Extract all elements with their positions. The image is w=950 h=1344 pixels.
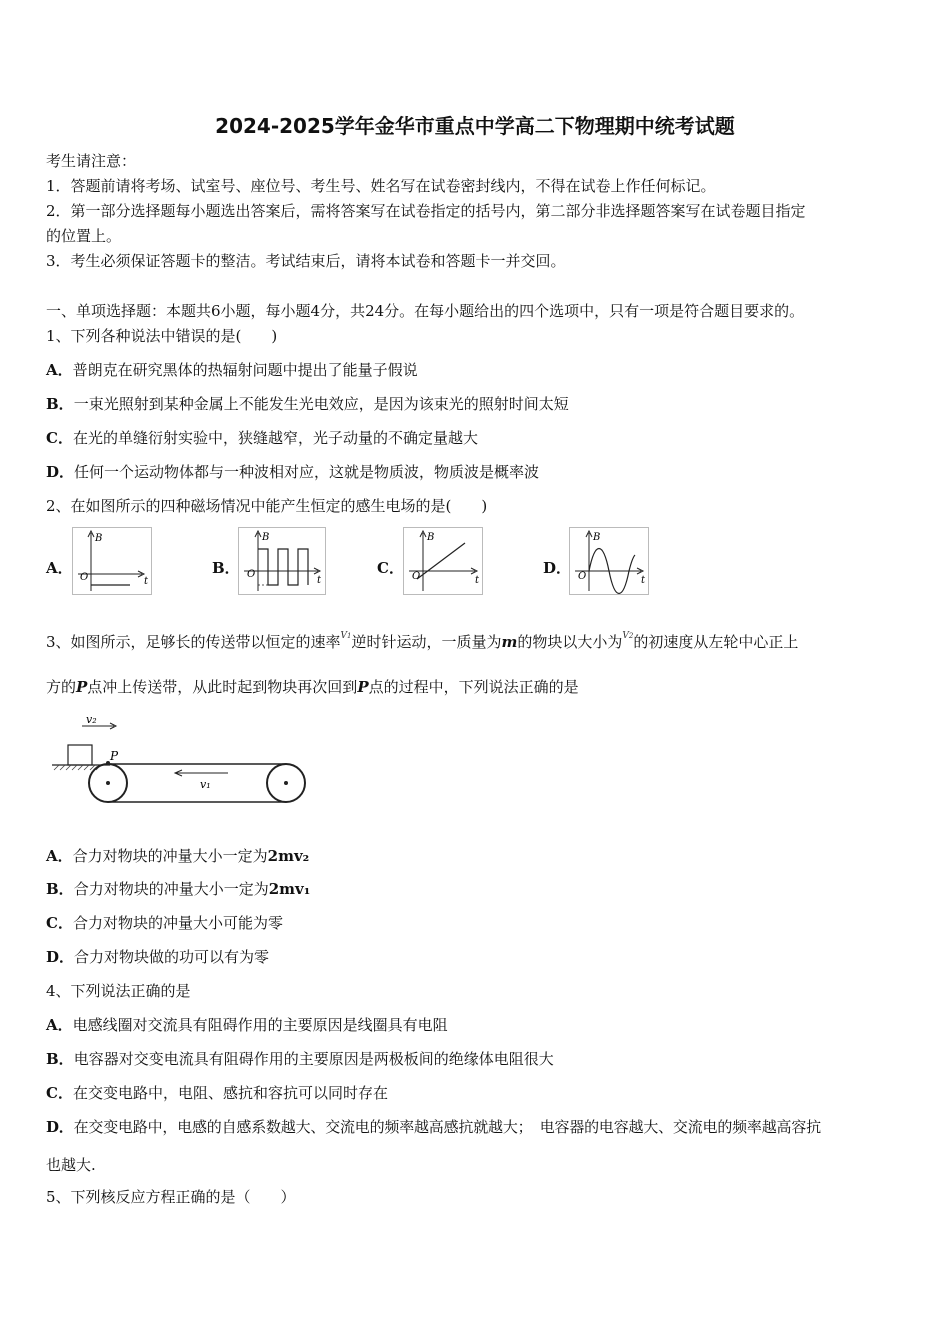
q3-figure-p-label: P xyxy=(110,749,119,763)
q5-stem: 5、下列核反应方程正确的是（ ） xyxy=(46,1188,296,1206)
section-heading: 一、单项选择题：本题共6小题，每小题4分，共24分。在每小题给出的四个选项中，只有一项是符合题目要求的。 xyxy=(46,302,805,320)
q2-graph-a xyxy=(72,527,152,595)
q1-option-b-text: 一束光照射到某种金属上不能发生光电效应，是因为该束光的照射时间太短 xyxy=(73,395,569,413)
q2-graph-d-o-label: O xyxy=(578,571,587,582)
q2-graph-a-o-label: O xyxy=(80,572,89,583)
q1-option-c xyxy=(46,428,478,448)
q4-option-a-text: 电感线圈对交流具有阻碍作用的主要原因是线圈具有电阻 xyxy=(72,1016,448,1034)
q2-graph-d-b-label: B xyxy=(593,532,601,543)
q4-option-b-label: B． xyxy=(46,1050,74,1068)
q4-stem: 4、下列说法正确的是 xyxy=(46,982,191,1000)
q4-option-d-continuation: 也越大. xyxy=(46,1156,96,1174)
q3-option-a-label: A． xyxy=(46,847,73,865)
q3-option-a xyxy=(46,846,309,866)
q2-graph-c xyxy=(403,527,483,595)
q4-option-d xyxy=(46,1117,821,1137)
q3-stem-part2: 逆时针运动，一质量为 xyxy=(351,633,502,651)
q4-option-b xyxy=(46,1049,554,1069)
q2-graph-c-o-label: O xyxy=(412,571,421,582)
q4-option-b-text: 电容器对交变电流具有阻碍作用的主要原因是两极板间的绝缘体电阻很大 xyxy=(73,1050,554,1068)
q3-point-p-2: P xyxy=(357,678,369,696)
q4-option-c-text: 在交变电路中，电阻、感抗和容抗可以同时存在 xyxy=(72,1084,388,1102)
q3-option-a-text: 合力对物块的冲量大小一定为 xyxy=(72,847,268,865)
q3-stem-part3: 的物块以大小为 xyxy=(517,633,623,651)
q3-option-b-text: 合力对物块的冲量大小一定为 xyxy=(73,880,269,898)
notice-item-2-cont: 的位置上。 xyxy=(46,227,122,245)
q2-graph-c-b-label: B xyxy=(427,532,435,543)
q2-graph-a-label: A． xyxy=(46,559,73,577)
q3-stem-line2 xyxy=(46,677,579,697)
q1-option-c-text: 在光的单缝衍射实验中，狭缝越窄，光子动量的不确定量越大 xyxy=(72,429,478,447)
q1-option-d-text: 任何一个运动物体都与一种波相对应，这就是物质波，物质波是概率波 xyxy=(74,463,540,481)
q3-v2-letter: V xyxy=(622,631,629,641)
q3-option-c xyxy=(46,913,283,933)
q2-graph-b xyxy=(238,527,326,595)
q4-option-d-label: D． xyxy=(46,1118,74,1136)
q2-graph-b-t-label: t xyxy=(317,575,322,586)
q3-stem-part1: 3、如图所示，足够长的传送带以恒定的速率 xyxy=(46,633,341,651)
q3-option-c-label: C． xyxy=(46,914,73,932)
q3-block xyxy=(68,745,92,765)
q3-mass-symbol: m xyxy=(501,633,518,651)
q2-graph-b-b-label: B xyxy=(262,532,270,543)
q3-stem-line1 xyxy=(46,626,798,652)
q3-option-b-label: B． xyxy=(46,880,74,898)
q4-option-a-label: A． xyxy=(46,1016,73,1034)
q3-option-d xyxy=(46,947,269,967)
q3-option-a-formula: 2mv₂ xyxy=(267,847,310,865)
q2-graph-d-label: D． xyxy=(543,559,572,577)
q1-option-c-label: C． xyxy=(46,429,73,447)
q1-stem: 1、下列各种说法中错误的是( ) xyxy=(46,327,278,345)
q3-v2-sub: 2 xyxy=(628,632,634,640)
q1-option-b-label: B． xyxy=(46,395,74,413)
q1-option-d xyxy=(46,462,539,482)
q4-option-c-label: C． xyxy=(46,1084,73,1102)
q2-graph-c-label: C． xyxy=(377,559,404,577)
q3-conveyor-figure xyxy=(52,712,312,812)
notice-item-3: 3．考生必须保证答题卡的整洁。考试结束后，请将本试卷和答题卡一并交回。 xyxy=(46,252,566,270)
q3-v1-symbol xyxy=(341,631,352,641)
q3-v2-symbol xyxy=(622,631,633,641)
q1-option-b xyxy=(46,394,569,414)
q3-stem-part4: 的初速度从左轮中心正上 xyxy=(633,633,799,651)
q4-option-d-text: 在交变电路中，电感的自感系数越大、交流电的频率越高感抗就越大； 电容器的电容越大、交流电的频率越高容抗 xyxy=(73,1118,821,1136)
q3-figure-v2-label: v₂ xyxy=(86,713,97,726)
notice-heading: 考生请注意： xyxy=(46,152,137,170)
q3-line2-part3: 点的过程中，下列说法正确的是 xyxy=(368,678,579,696)
q3-point-p-1: P xyxy=(76,678,88,696)
notice-item-2: 2．第一部分选择题每小题选出答案后，需将答案写在试卷指定的括号内，第二部分非选择题答案写在试卷题目指定 xyxy=(46,202,806,220)
q3-option-d-text: 合力对物块做的功可以有为零 xyxy=(74,948,270,966)
q3-option-d-label: D． xyxy=(46,948,75,966)
q3-option-b xyxy=(46,879,310,899)
q1-option-a xyxy=(46,360,418,380)
q3-v1-letter: V xyxy=(340,631,348,641)
q2-stem: 2、在如图所示的四种磁场情况中能产生恒定的感生电场的是( ) xyxy=(46,497,488,515)
q3-line2-part2: 点冲上传送带，从此时起到物块再次回到 xyxy=(87,678,358,696)
q3-option-c-text: 合力对物块的冲量大小可能为零 xyxy=(72,914,283,932)
q1-option-a-text: 普朗克在研究黑体的热辐射问题中提出了能量子假说 xyxy=(72,361,418,379)
q1-option-d-label: D． xyxy=(46,463,75,481)
notice-item-1: 1．答题前请将考场、试室号、座位号、考生号、姓名写在试卷密封线内，不得在试卷上作任何标记。 xyxy=(46,177,716,195)
q3-option-b-formula: 2mv₁ xyxy=(268,880,311,898)
q2-graph-b-label: B． xyxy=(212,559,240,577)
q2-graph-d xyxy=(569,527,649,595)
q2-graph-b-o-label: O xyxy=(247,569,256,580)
q2-graph-c-t-label: t xyxy=(475,575,480,586)
q3-v1-sub: 1 xyxy=(347,632,352,640)
q3-line2-part1: 方的 xyxy=(46,678,77,696)
page-title: 2024-2025学年金华市重点中学高二下物理期中统考试题 xyxy=(215,114,735,138)
q2-graph-a-t-label: t xyxy=(144,576,149,587)
q2-graph-d-t-label: t xyxy=(641,575,646,586)
q4-option-c xyxy=(46,1083,388,1103)
q1-option-a-label: A． xyxy=(46,361,73,379)
q2-graph-a-b-label: B xyxy=(95,533,103,544)
q3-figure-v1-label: v₁ xyxy=(200,778,211,791)
q4-option-a xyxy=(46,1015,448,1035)
